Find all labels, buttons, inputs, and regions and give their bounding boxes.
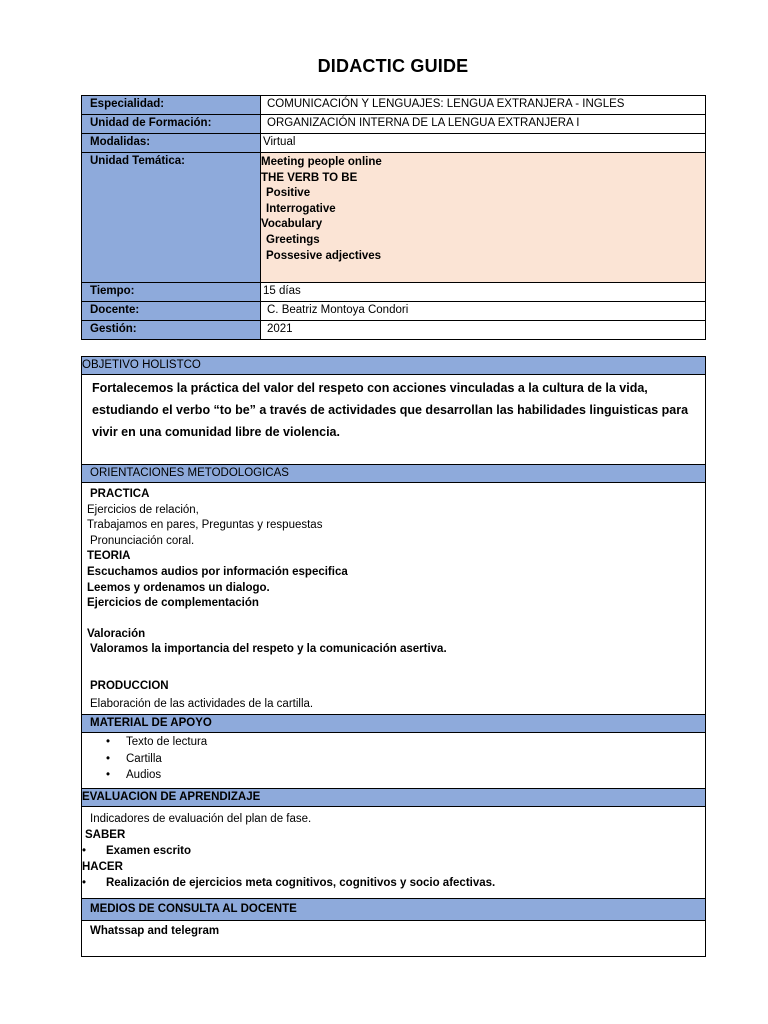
material-list [82,734,705,784]
practica-item: Pronunciación coral. [90,534,195,547]
evaluacion-header: EVALUACION DE APRENDIZAJE [82,789,706,807]
valoracion-text: Valoramos la importancia del respeto y la comunicación asertiva. [90,643,447,656]
tematica-line: Possesive adjectives [266,249,382,262]
hacer-item: • Realización de ejercicios meta cognitivos, cognitivos y socio afectivas. [82,877,496,890]
teoria-title: TEORIA [87,550,131,563]
label-tiempo: Tiempo: [82,283,261,302]
list-item: • Cartilla [106,751,705,768]
tematica-line: Vocabulary [261,218,323,231]
value-unidad: ORGANIZACIÓN INTERNA DE LA LENGUA EXTRANJERA I [261,115,706,134]
hacer-item-text: Realización de ejercicios meta cognitivos, cognitivos y socio afectivas. [106,877,496,890]
produccion-text: Elaboración de las actividades de la cartilla. [90,697,314,710]
teoria-item: Ejercicios de complementación [87,597,259,610]
objetivo-text: Fortalecemos la práctica del valor del respeto con acciones vinculadas a la cultura de la vida, estudiando el verbo “to be” a través de actividades que desarrollan las habilidades linguisticas para vivir en una comunidad libre de violencia. [82,375,706,465]
row-modalidad [82,134,706,153]
produccion-title: PRODUCCION [90,679,169,692]
orientaciones-header: ORIENTACIONES METODOLOGICAS [82,465,706,483]
value-gestion: 2021 [261,321,706,340]
hacer-title: HACER [82,861,123,874]
tematica-line: Greetings [266,233,320,246]
row-especialidad [82,96,706,115]
material-body [82,733,706,789]
value-docente: C. Beatriz Montoya Condori [261,302,706,321]
value-modalidad: Virtual [261,134,706,153]
tematica-line: Positive [266,187,311,200]
page-title: DIDACTIC GUIDE [317,56,469,76]
info-table [81,95,706,340]
label-especialidad: Especialidad: [82,96,261,115]
tematica-line: Meeting people online [261,156,382,168]
teoria-item: Escuchamos audios por información especifica [87,565,348,578]
evaluacion-body [82,807,706,899]
material-header: MATERIAL DE APOYO [82,715,706,733]
medios-text: Whatssap and telegram [82,921,706,957]
list-item: • Texto de lectura [106,734,705,751]
tematica-line: THE VERB TO BE [261,171,358,184]
practica-item: Trabajamos en pares, Preguntas y respuestas [87,519,323,532]
valoracion-title: Valoración [87,627,146,640]
list-item: • Audios [106,767,705,784]
objetivo-header: OBJETIVO HOLISTCO [82,357,706,375]
row-tiempo [82,283,706,302]
value-especialidad: COMUNICACIÓN Y LENGUAJES: LENGUA EXTRANJERA - INGLES [261,96,706,115]
saber-item-text: Examen escrito [106,845,192,858]
row-unidad [82,115,706,134]
medios-header: MEDIOS DE CONSULTA AL DOCENTE [82,899,706,921]
practica-title: PRACTICA [90,488,150,500]
teoria-item: Leemos y ordenamos un dialogo. [87,581,270,594]
plan-table [81,356,706,957]
label-gestion: Gestión: [82,321,261,340]
label-tematica: Unidad Temática: [82,153,261,283]
orientaciones-body [82,483,706,715]
row-gestion [82,321,706,340]
value-tiempo: 15 días [261,283,706,302]
label-docente: Docente: [82,302,261,321]
indicadores-text: Indicadores de evaluación del plan de fase. [90,813,312,826]
label-unidad: Unidad de Formación: [82,115,261,134]
value-tematica [261,153,706,283]
saber-title: SABER [85,829,126,842]
label-modalidad: Modalidas: [82,134,261,153]
tematica-line: Interrogative [266,202,336,215]
saber-item: • Examen escrito [82,845,192,858]
practica-item: Ejercicios de relación, [87,503,199,516]
row-tematica [82,153,706,283]
row-docente [82,302,706,321]
